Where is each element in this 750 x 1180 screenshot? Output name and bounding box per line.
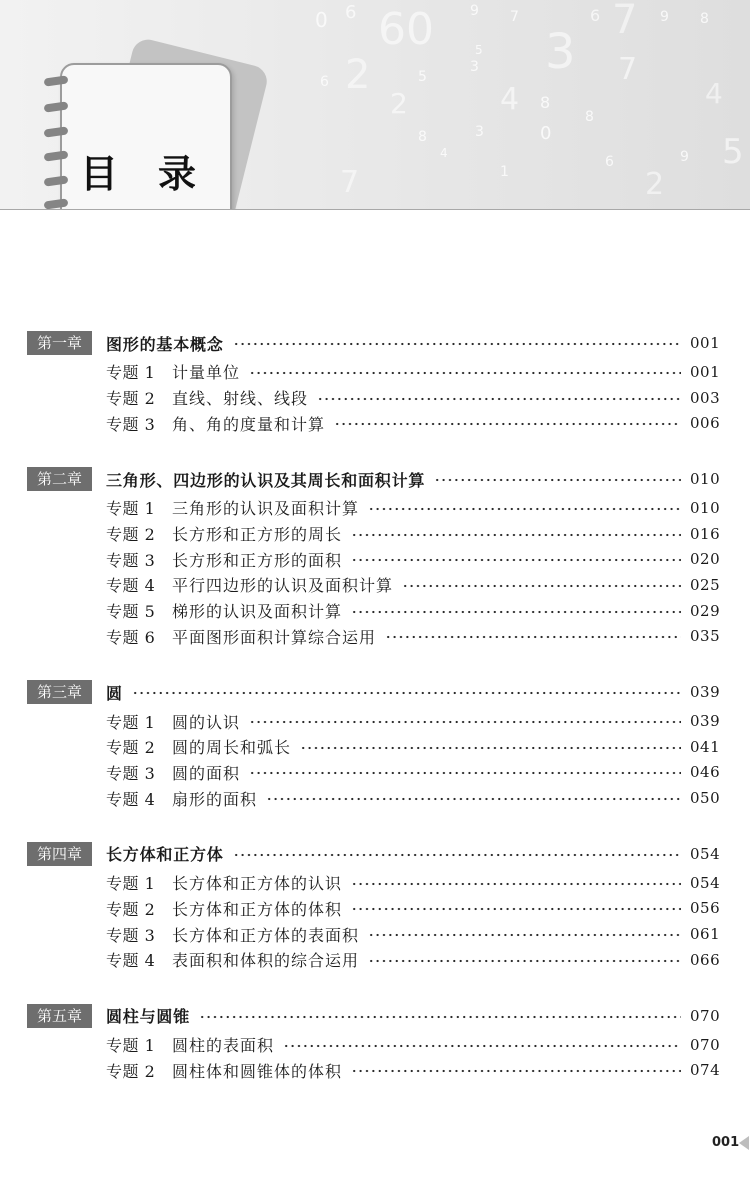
- dot-leader: [351, 546, 681, 572]
- section-title: 长方形和正方形的周长: [172, 525, 343, 545]
- background-digit: 3: [475, 124, 484, 140]
- chapter-title: 图形的基本概念: [106, 334, 224, 354]
- section-label: 专题 5: [106, 602, 156, 622]
- section-page-number: 070: [690, 1035, 721, 1054]
- dot-leader: [351, 870, 681, 896]
- section-title: 计量单位: [172, 363, 241, 383]
- section-row: [27, 521, 721, 547]
- chapter-page-number: 054: [690, 844, 721, 863]
- section-page-number: 010: [690, 498, 721, 517]
- background-digit: 8: [585, 109, 594, 125]
- section-label: 专题 2: [106, 738, 156, 758]
- dot-leader: [351, 1057, 681, 1083]
- section-label: 专题 2: [106, 899, 156, 919]
- dot-leader: [249, 759, 681, 785]
- background-digit: 9: [470, 3, 479, 19]
- dot-leader: [351, 895, 681, 921]
- dot-leader: [132, 679, 681, 705]
- section-page-number: 056: [690, 899, 721, 918]
- section-title: 长方形和正方形的面积: [172, 550, 343, 570]
- section-row: [27, 760, 721, 786]
- section-page-number: 025: [690, 575, 721, 594]
- section-label: 专题 2: [106, 389, 156, 409]
- chapter-title: 圆柱与圆锥: [106, 1007, 191, 1027]
- chapter-title: 圆: [106, 683, 123, 703]
- background-digit: 60: [378, 4, 434, 55]
- dot-leader: [317, 385, 681, 411]
- chapter-page-number: 070: [690, 1006, 721, 1025]
- background-digit: 6: [320, 74, 329, 90]
- chapter-row: [27, 679, 721, 705]
- section-row: [27, 947, 721, 973]
- section-row: [27, 896, 721, 922]
- section-row: [27, 785, 721, 811]
- chapter-badge: 第一章: [27, 331, 92, 355]
- section-row: [27, 1057, 721, 1083]
- dot-leader: [283, 1032, 681, 1058]
- dot-leader: [402, 572, 681, 598]
- background-digit: 3: [470, 59, 479, 75]
- dot-leader: [199, 1003, 681, 1029]
- dot-leader: [368, 947, 681, 973]
- section-row: [27, 410, 721, 436]
- section-page-number: 066: [690, 950, 721, 969]
- section-page-number: 050: [690, 789, 721, 808]
- dot-leader: [351, 521, 681, 547]
- section-page-number: 041: [690, 737, 721, 756]
- section-title: 梯形的认识及面积计算: [172, 602, 343, 622]
- section-title: 圆的周长和弧长: [172, 738, 292, 758]
- background-digit: 0: [315, 8, 328, 32]
- section-page-number: 016: [690, 524, 721, 543]
- dot-leader: [266, 785, 681, 811]
- dot-leader: [233, 330, 681, 356]
- chapter-row: [27, 841, 721, 867]
- section-label: 专题 4: [106, 789, 156, 809]
- dot-leader: [334, 410, 681, 436]
- chapter-badge: 第四章: [27, 842, 92, 866]
- dot-leader: [385, 623, 681, 649]
- chapter-row: [27, 330, 721, 356]
- section-title: 圆的面积: [172, 763, 241, 783]
- table-of-contents: [27, 330, 721, 1113]
- background-digit: 6: [345, 2, 357, 23]
- page-title: 目录: [80, 152, 237, 196]
- section-label: 专题 4: [106, 576, 156, 596]
- chapter-page-number: 039: [690, 683, 721, 702]
- background-digit: 5: [418, 69, 427, 85]
- dot-leader: [434, 466, 681, 492]
- section-page-number: 035: [690, 627, 721, 646]
- dot-leader: [368, 495, 681, 521]
- section-title: 表面积和体积的综合运用: [172, 951, 360, 971]
- section-page-number: 003: [690, 388, 721, 407]
- background-digit: 7: [618, 52, 638, 87]
- section-title: 平行四边形的认识及面积计算: [172, 576, 394, 596]
- section-label: 专题 3: [106, 550, 156, 570]
- page-number: 001: [712, 1135, 740, 1150]
- background-digit: 7: [340, 165, 360, 200]
- section-page-number: 029: [690, 601, 721, 620]
- section-row: [27, 870, 721, 896]
- section-row: [27, 734, 721, 760]
- section-title: 平面图形面积计算综合运用: [172, 627, 377, 647]
- section-label: 专题 1: [106, 499, 156, 519]
- chapter-page-number: 010: [690, 470, 721, 489]
- dot-leader: [233, 841, 681, 867]
- background-digit: 6: [605, 154, 614, 170]
- header-banner: [0, 0, 750, 210]
- background-digit: 8: [700, 11, 709, 27]
- background-digit: 4: [705, 77, 723, 110]
- section-row: [27, 624, 721, 650]
- dot-leader: [351, 598, 681, 624]
- dot-leader: [368, 921, 681, 947]
- background-digit: 8: [418, 129, 427, 145]
- chapter-group: [27, 841, 721, 973]
- dot-leader: [249, 708, 681, 734]
- section-page-number: 074: [690, 1061, 721, 1080]
- section-row: [27, 708, 721, 734]
- background-digit: 5: [722, 132, 744, 172]
- section-row: [27, 359, 721, 385]
- background-digit: 7: [612, 0, 638, 43]
- background-digit: 5: [475, 43, 483, 57]
- section-title: 角、角的度量和计算: [172, 414, 326, 434]
- background-digit: 6: [590, 6, 601, 25]
- chapter-group: [27, 679, 721, 811]
- section-title: 圆柱的表面积: [172, 1036, 275, 1056]
- chapter-badge: 第三章: [27, 680, 92, 704]
- background-digit: 1: [500, 164, 509, 180]
- section-label: 专题 3: [106, 414, 156, 434]
- background-digit: 2: [390, 87, 408, 120]
- section-label: 专题 1: [106, 712, 156, 732]
- chapter-badge: 第二章: [27, 467, 92, 491]
- section-row: [27, 598, 721, 624]
- background-digit: 2: [345, 52, 371, 98]
- section-label: 专题 3: [106, 763, 156, 783]
- section-title: 长方体和正方体的认识: [172, 874, 343, 894]
- background-digit: 4: [440, 146, 448, 160]
- section-title: 圆的认识: [172, 712, 241, 732]
- chapter-group: [27, 1003, 721, 1083]
- section-label: 专题 2: [106, 525, 156, 545]
- chapter-group: [27, 330, 721, 436]
- background-digit: 3: [545, 24, 576, 80]
- section-page-number: 046: [690, 763, 721, 782]
- section-page-number: 001: [690, 362, 721, 381]
- background-digit: 2: [645, 167, 665, 202]
- section-label: 专题 3: [106, 925, 156, 945]
- section-row: [27, 385, 721, 411]
- section-row: [27, 572, 721, 598]
- section-title: 长方体和正方体的体积: [172, 899, 343, 919]
- chapter-badge: 第五章: [27, 1004, 92, 1028]
- background-digit: 9: [660, 9, 669, 25]
- section-title: 长方体和正方体的表面积: [172, 925, 360, 945]
- section-row: [27, 546, 721, 572]
- section-row: [27, 1032, 721, 1058]
- section-page-number: 054: [690, 873, 721, 892]
- section-title: 圆柱体和圆锥体的体积: [172, 1061, 343, 1081]
- section-page-number: 006: [690, 414, 721, 433]
- dot-leader: [249, 359, 681, 385]
- chapter-row: [27, 1003, 721, 1029]
- background-digit: 4: [500, 82, 520, 117]
- chapter-row: [27, 466, 721, 492]
- chapter-title: 三角形、四边形的认识及其周长和面积计算: [106, 470, 426, 490]
- section-page-number: 039: [690, 712, 721, 731]
- chapter-group: [27, 466, 721, 649]
- section-title: 直线、射线、线段: [172, 389, 309, 409]
- section-label: 专题 1: [106, 1036, 156, 1056]
- background-digit: 7: [510, 9, 519, 25]
- section-page-number: 061: [690, 925, 721, 944]
- section-label: 专题 2: [106, 1061, 156, 1081]
- section-row: [27, 495, 721, 521]
- background-digit: 0: [540, 123, 552, 144]
- chapter-page-number: 001: [690, 334, 721, 352]
- section-label: 专题 1: [106, 874, 156, 894]
- section-label: 专题 1: [106, 363, 156, 383]
- dot-leader: [300, 734, 681, 760]
- page-tab-icon: [739, 1136, 749, 1150]
- background-digit: 9: [680, 149, 689, 165]
- section-label: 专题 4: [106, 951, 156, 971]
- section-label: 专题 6: [106, 627, 156, 647]
- section-row: [27, 921, 721, 947]
- chapter-title: 长方体和正方体: [106, 845, 224, 865]
- section-title: 三角形的认识及面积计算: [172, 499, 360, 519]
- background-digit: 8: [540, 93, 551, 112]
- section-page-number: 020: [690, 550, 721, 569]
- section-title: 扇形的面积: [172, 789, 258, 809]
